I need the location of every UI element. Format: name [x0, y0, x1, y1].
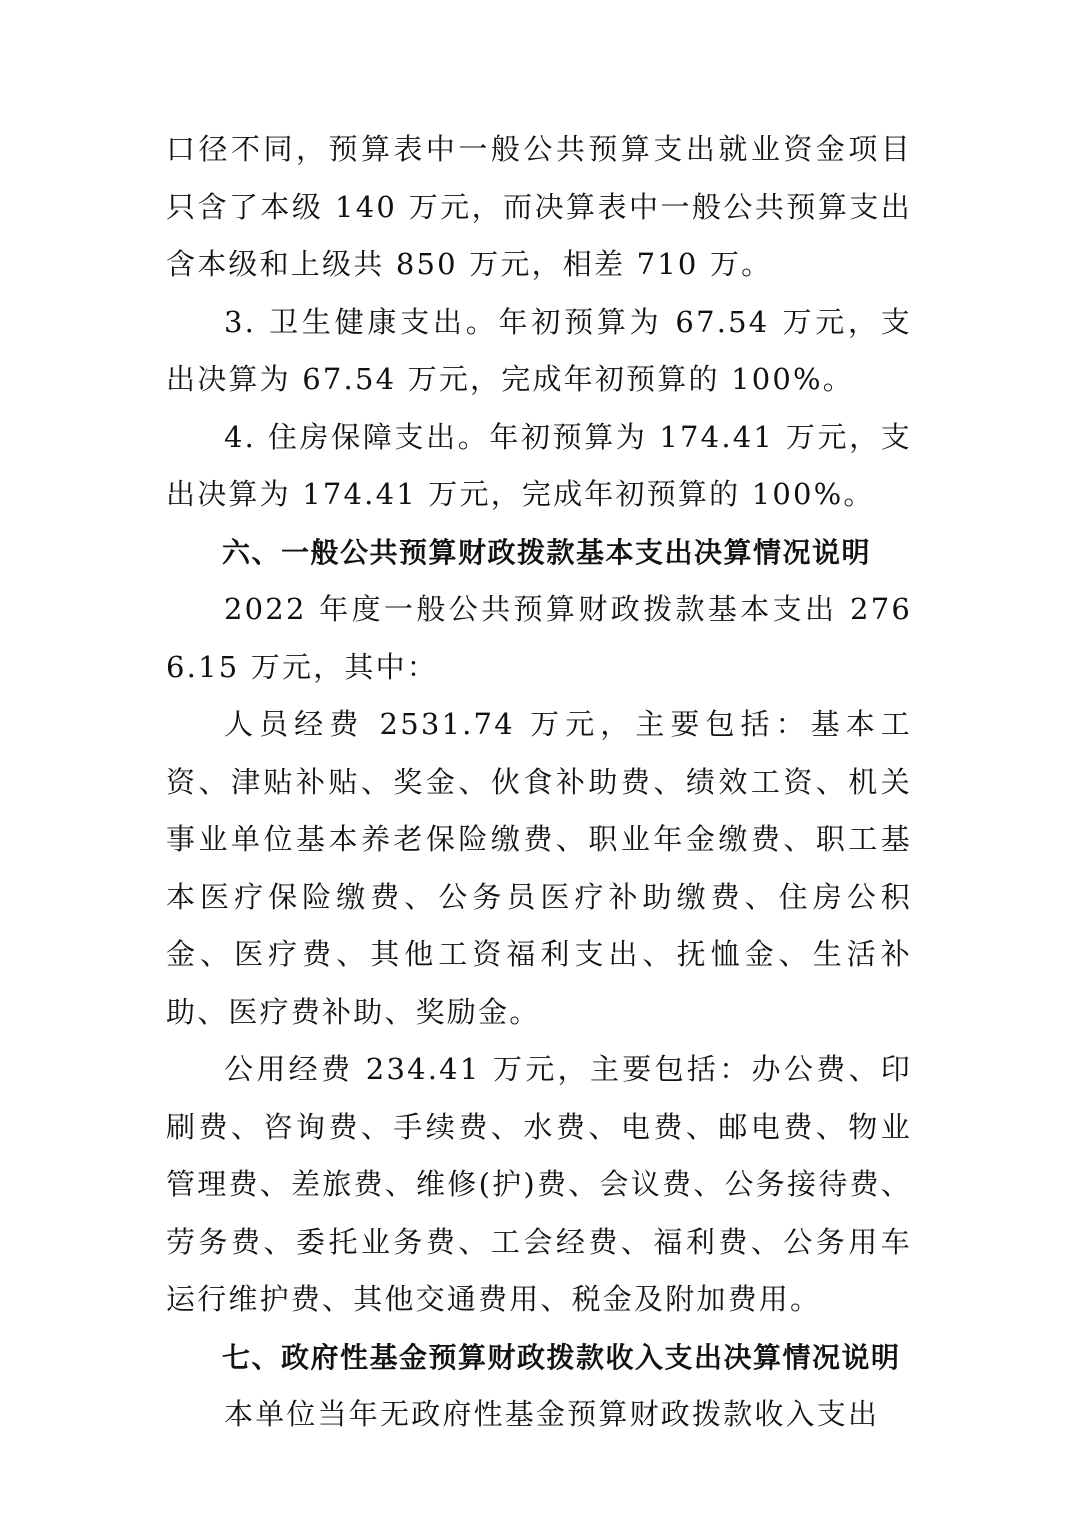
paragraph-government-fund-note: 本单位当年无政府性基金预算财政拨款收入支出 [224, 1397, 880, 1431]
paragraph-housing-expenditure: 4. 住房保障支出。年初预算为 174.41 万元，支出决算为 174.41 万元，完成年初预算的 100%。 [166, 419, 912, 511]
paragraph-health-expenditure: 3. 卫生健康支出。年初预算为 67.54 万元，支出决算为 67.54 万元，完成年初预算的 100%。 [166, 304, 912, 396]
section-heading-7: 七、政府性基金预算财政拨款收入支出决算情况说明 [222, 1340, 901, 1374]
paragraph-public-expenses: 公用经费 234.41 万元，主要包括：办公费、印刷费、咨询费、手续费、水费、电费、邮电费、物业管理费、差旅费、维修(护)费、会议费、公务接待费、劳务费、委托业务费、工会经费、福利费、公务用车运行维护费、其他交通费用、税金及附加费用。 [166, 1052, 912, 1316]
paragraph-personnel-expenses: 人员经费 2531.74 万元，主要包括：基本工资、津贴补贴、奖金、伙食补助费、绩效工资、机关事业单位基本养老保险缴费、职业年金缴费、职工基本医疗保险缴费、公务员医疗补助缴费、住房公积金、医疗费、其他工资福利支出、抚恤金、生活补助、医疗费补助、奖励金。 [166, 707, 912, 1029]
paragraph-basic-expenditure-total: 2022 年度一般公共预算财政拨款基本支出 2766.15 万元，其中： [166, 592, 912, 684]
paragraph-employment-fund-note: 口径不同，预算表中一般公共预算支出就业资金项目只含了本级 140 万元，而决算表中一般公共预算支出含本级和上级共 850 万元，相差 710 万。 [166, 132, 912, 281]
document-body [166, 121, 912, 1444]
section-heading-6: 六、一般公共预算财政拨款基本支出决算情况说明 [222, 535, 872, 569]
